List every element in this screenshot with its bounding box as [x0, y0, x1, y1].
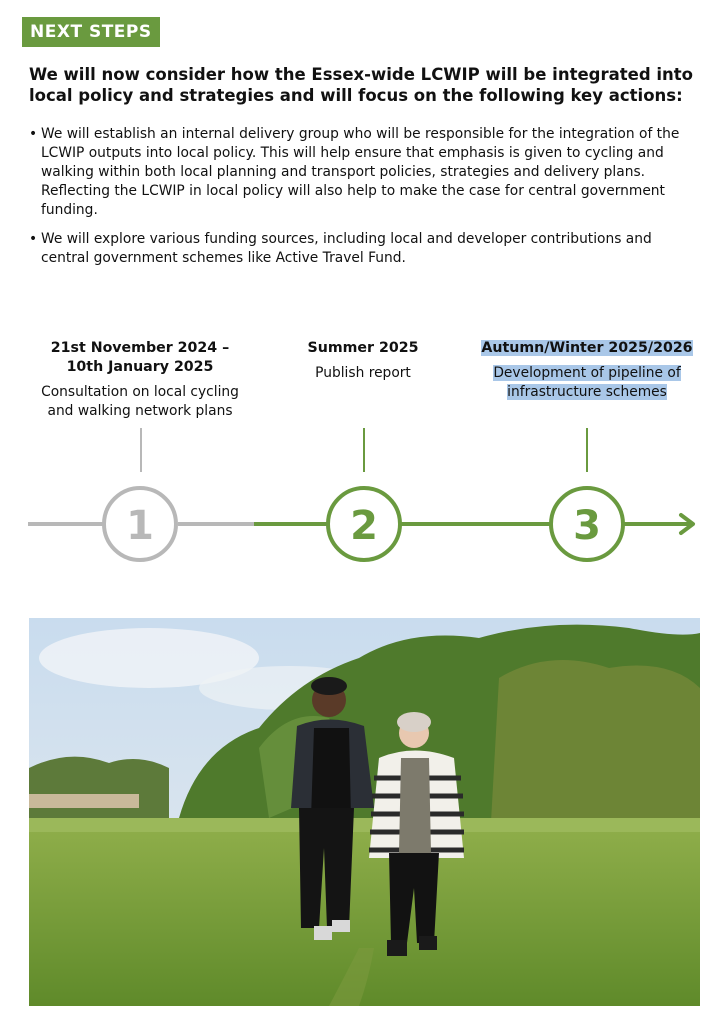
timeline-step-2-label [243, 339, 483, 383]
distant-field [29, 794, 139, 808]
timeline-connector [363, 428, 365, 472]
top [399, 758, 431, 853]
step-description-line: Publish report [315, 365, 411, 381]
step-description-line: Development of pipeline of [493, 365, 681, 381]
step-description-line: Consultation on local cycling [41, 384, 239, 400]
list-item [29, 125, 704, 220]
step-date-line: Summer 2025 [307, 340, 419, 356]
step-description [243, 364, 483, 383]
step-number: 1 [126, 503, 154, 549]
hair [397, 712, 431, 732]
step-date-line: 21st November 2024 – [50, 340, 230, 356]
step-date [243, 339, 483, 358]
step-number: 2 [350, 503, 378, 549]
distant-trees [29, 757, 169, 818]
trousers [299, 808, 354, 928]
step-description [467, 364, 707, 402]
step-date-line: Autumn/Winter 2025/2026 [481, 340, 693, 356]
shoe [314, 926, 332, 940]
timeline-step-1-label [20, 339, 260, 421]
timeline-step-1-marker [104, 488, 176, 560]
photo-illustration [29, 618, 700, 1006]
timeline-connector [140, 428, 142, 472]
top [311, 728, 351, 818]
section-tag: NEXT STEPS [22, 17, 160, 47]
timeline-step-3-label [467, 339, 707, 402]
list-item [29, 230, 704, 268]
list-item-text: We will explore various funding sources, including local and developer contributions and central government schemes like Active Travel Fund. [41, 231, 652, 266]
step-date [20, 339, 260, 377]
boot [387, 940, 407, 956]
bullet-icon: • [29, 126, 38, 142]
list-item-text: We will establish an internal delivery group who will be responsible for the integration of the LCWIP outputs into local policy. This will help ensure that emphasis is given to cycling and walking within both local planning and transport policies, strategies and delivery plans. Reflecting the LCWIP in local policy will also help to make the case for central government funding. [41, 126, 680, 218]
intro-heading: We will now consider how the Essex-wide LCWIP will be integrated into local policy and strategies and will focus on the following key actions: [29, 65, 693, 105]
bullet-icon: • [29, 231, 38, 247]
step-date [467, 339, 707, 358]
timeline-connector [586, 428, 588, 472]
hair [311, 677, 347, 695]
step-number: 3 [573, 503, 601, 549]
action-list [29, 125, 704, 278]
grass-horizon [29, 818, 700, 832]
shoe [332, 920, 350, 932]
step-description-line: and walking network plans [47, 403, 233, 419]
timeline [0, 470, 724, 580]
step-description [20, 383, 260, 421]
timeline-step-2-marker [328, 488, 400, 560]
step-description-line: infrastructure schemes [507, 384, 667, 400]
step-date-line: 10th January 2025 [66, 359, 214, 375]
timeline-step-3-marker [551, 488, 623, 560]
photo-two-women-walking [29, 618, 700, 1006]
boot [419, 936, 437, 950]
